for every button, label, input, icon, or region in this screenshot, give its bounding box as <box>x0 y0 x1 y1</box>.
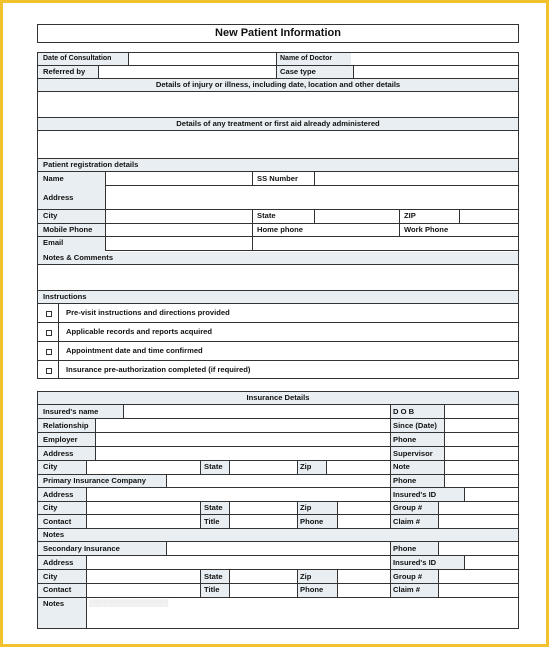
secondary-insurance-label: Secondary Insurance <box>43 544 120 553</box>
state-label: State <box>257 211 276 220</box>
zip-field[interactable] <box>460 210 518 223</box>
dob-field[interactable] <box>445 405 518 418</box>
checkbox-insurance-preauth[interactable] <box>46 368 52 374</box>
secondary-zip-label: Zip <box>300 572 312 581</box>
case-type-field[interactable] <box>354 66 518 78</box>
primary-title-label: Title <box>204 517 220 526</box>
treatment-details-field[interactable] <box>38 131 518 158</box>
supervisor-label: Supervisor <box>393 449 433 458</box>
employer-zip-label: Zip <box>300 462 312 471</box>
date-of-consultation-label: Date of Consultation <box>43 55 112 62</box>
secondary-city-label: City <box>43 572 58 581</box>
state-field[interactable] <box>315 210 399 223</box>
since-date-label: Since (Date) <box>393 421 437 430</box>
referred-by-field[interactable] <box>99 66 275 78</box>
instructions-heading: Instructions <box>43 292 87 301</box>
primary-contact-label: Contact <box>43 517 72 526</box>
address-label: Address <box>43 193 74 202</box>
address-field[interactable] <box>106 186 518 209</box>
secondary-contact-label: Contact <box>43 585 72 594</box>
insurance-notes-field[interactable] <box>87 529 517 541</box>
primary-company-field[interactable] <box>167 475 389 487</box>
secondary-claim-label: Claim # <box>393 585 421 594</box>
home-phone-label: Home phone <box>257 225 303 234</box>
since-date-field[interactable] <box>445 419 518 432</box>
ss-number-label: SS Number <box>257 174 298 183</box>
secondary-title-label: Title <box>204 585 220 594</box>
treatment-details-heading: Details of any treatment or first aid already administered <box>176 119 380 128</box>
primary-address-label: Address <box>43 490 74 499</box>
secondary-company-field[interactable] <box>167 542 389 555</box>
primary-claim-label: Claim # <box>393 517 421 526</box>
secondary-insureds-id-label: Insured's ID <box>393 558 437 567</box>
employer-address-label: Address <box>43 449 74 458</box>
primary-contact-phone-label: Phone <box>300 517 324 526</box>
city-label: City <box>43 211 58 220</box>
mobile-phone-label: Mobile Phone <box>43 225 93 234</box>
insureds-name-label: Insured's name <box>43 407 99 416</box>
employer-phone-label: Phone <box>393 435 417 444</box>
employer-label: Employer <box>43 435 78 444</box>
work-phone-label: Work Phone <box>404 225 449 234</box>
secondary-state-label: State <box>204 572 223 581</box>
secondary-address-label: Address <box>43 558 74 567</box>
notes-comments-field[interactable] <box>38 265 518 290</box>
secondary-group-label: Group # <box>393 572 423 581</box>
home-phone-field[interactable] <box>315 224 399 236</box>
referred-by-label: Referred by <box>43 67 86 76</box>
city-field[interactable] <box>106 210 252 223</box>
email-field[interactable] <box>106 237 518 250</box>
dob-label: D O B <box>393 407 415 416</box>
instruction-item: Pre-visit instructions and directions provided <box>66 308 230 317</box>
primary-city-label: City <box>43 503 58 512</box>
primary-company-label: Primary Insurance Company <box>43 476 146 485</box>
insureds-name-field[interactable] <box>124 405 389 418</box>
secondary-notes-label: Notes <box>43 599 65 608</box>
employer-address-field[interactable] <box>96 447 389 460</box>
checkbox-pre-visit[interactable] <box>46 311 52 317</box>
relationship-field[interactable] <box>96 419 389 432</box>
secondary-phone-label: Phone <box>393 544 417 553</box>
instruction-item: Appointment date and time confirmed <box>66 346 203 355</box>
form-title: New Patient Information <box>37 24 519 43</box>
watermark-text: ▒▒▒▒▒▒▒▒▒▒▒▒▒▒▒▒ <box>89 600 169 607</box>
primary-phone-label: Phone <box>393 476 417 485</box>
primary-zip-label: Zip <box>300 503 312 512</box>
name-of-doctor-field[interactable] <box>352 53 518 65</box>
employer-phone-field[interactable] <box>445 433 518 446</box>
checkbox-records[interactable] <box>46 330 52 336</box>
primary-group-label: Group # <box>393 503 423 512</box>
name-field[interactable] <box>106 172 252 185</box>
mobile-phone-field[interactable] <box>106 224 252 236</box>
primary-state-label: State <box>204 503 223 512</box>
relationship-label: Relationship <box>43 421 89 430</box>
note-label: Note <box>393 462 410 471</box>
name-label: Name <box>43 174 64 183</box>
injury-details-field[interactable] <box>38 92 518 117</box>
ss-number-field[interactable] <box>315 172 518 185</box>
employer-state-label: State <box>204 462 223 471</box>
insurance-heading: Insurance Details <box>246 393 310 402</box>
injury-details-heading: Details of injury or illness, including date, location and other details <box>155 80 401 89</box>
zip-label: ZIP <box>404 211 416 220</box>
date-of-consultation-field[interactable] <box>129 53 275 65</box>
insurance-notes-label: Notes <box>43 530 65 539</box>
supervisor-field[interactable] <box>445 447 518 460</box>
case-type-label: Case type <box>280 67 316 76</box>
notes-comments-label: Notes & Comments <box>43 253 114 262</box>
primary-insureds-id-label: Insured's ID <box>393 490 437 499</box>
email-label: Email <box>43 238 64 247</box>
name-of-doctor-label: Name of Doctor <box>280 55 333 62</box>
secondary-notes-field[interactable] <box>87 598 517 628</box>
registration-heading: Patient registration details <box>43 160 139 169</box>
instruction-item: Applicable records and reports acquired <box>66 327 213 336</box>
employer-city-label: City <box>43 462 58 471</box>
employer-field[interactable] <box>96 433 389 446</box>
secondary-contact-phone-label: Phone <box>300 585 324 594</box>
checkbox-appointment[interactable] <box>46 349 52 355</box>
instruction-item: Insurance pre-authorization completed (if required) <box>66 365 251 374</box>
primary-address-field[interactable] <box>87 488 389 501</box>
